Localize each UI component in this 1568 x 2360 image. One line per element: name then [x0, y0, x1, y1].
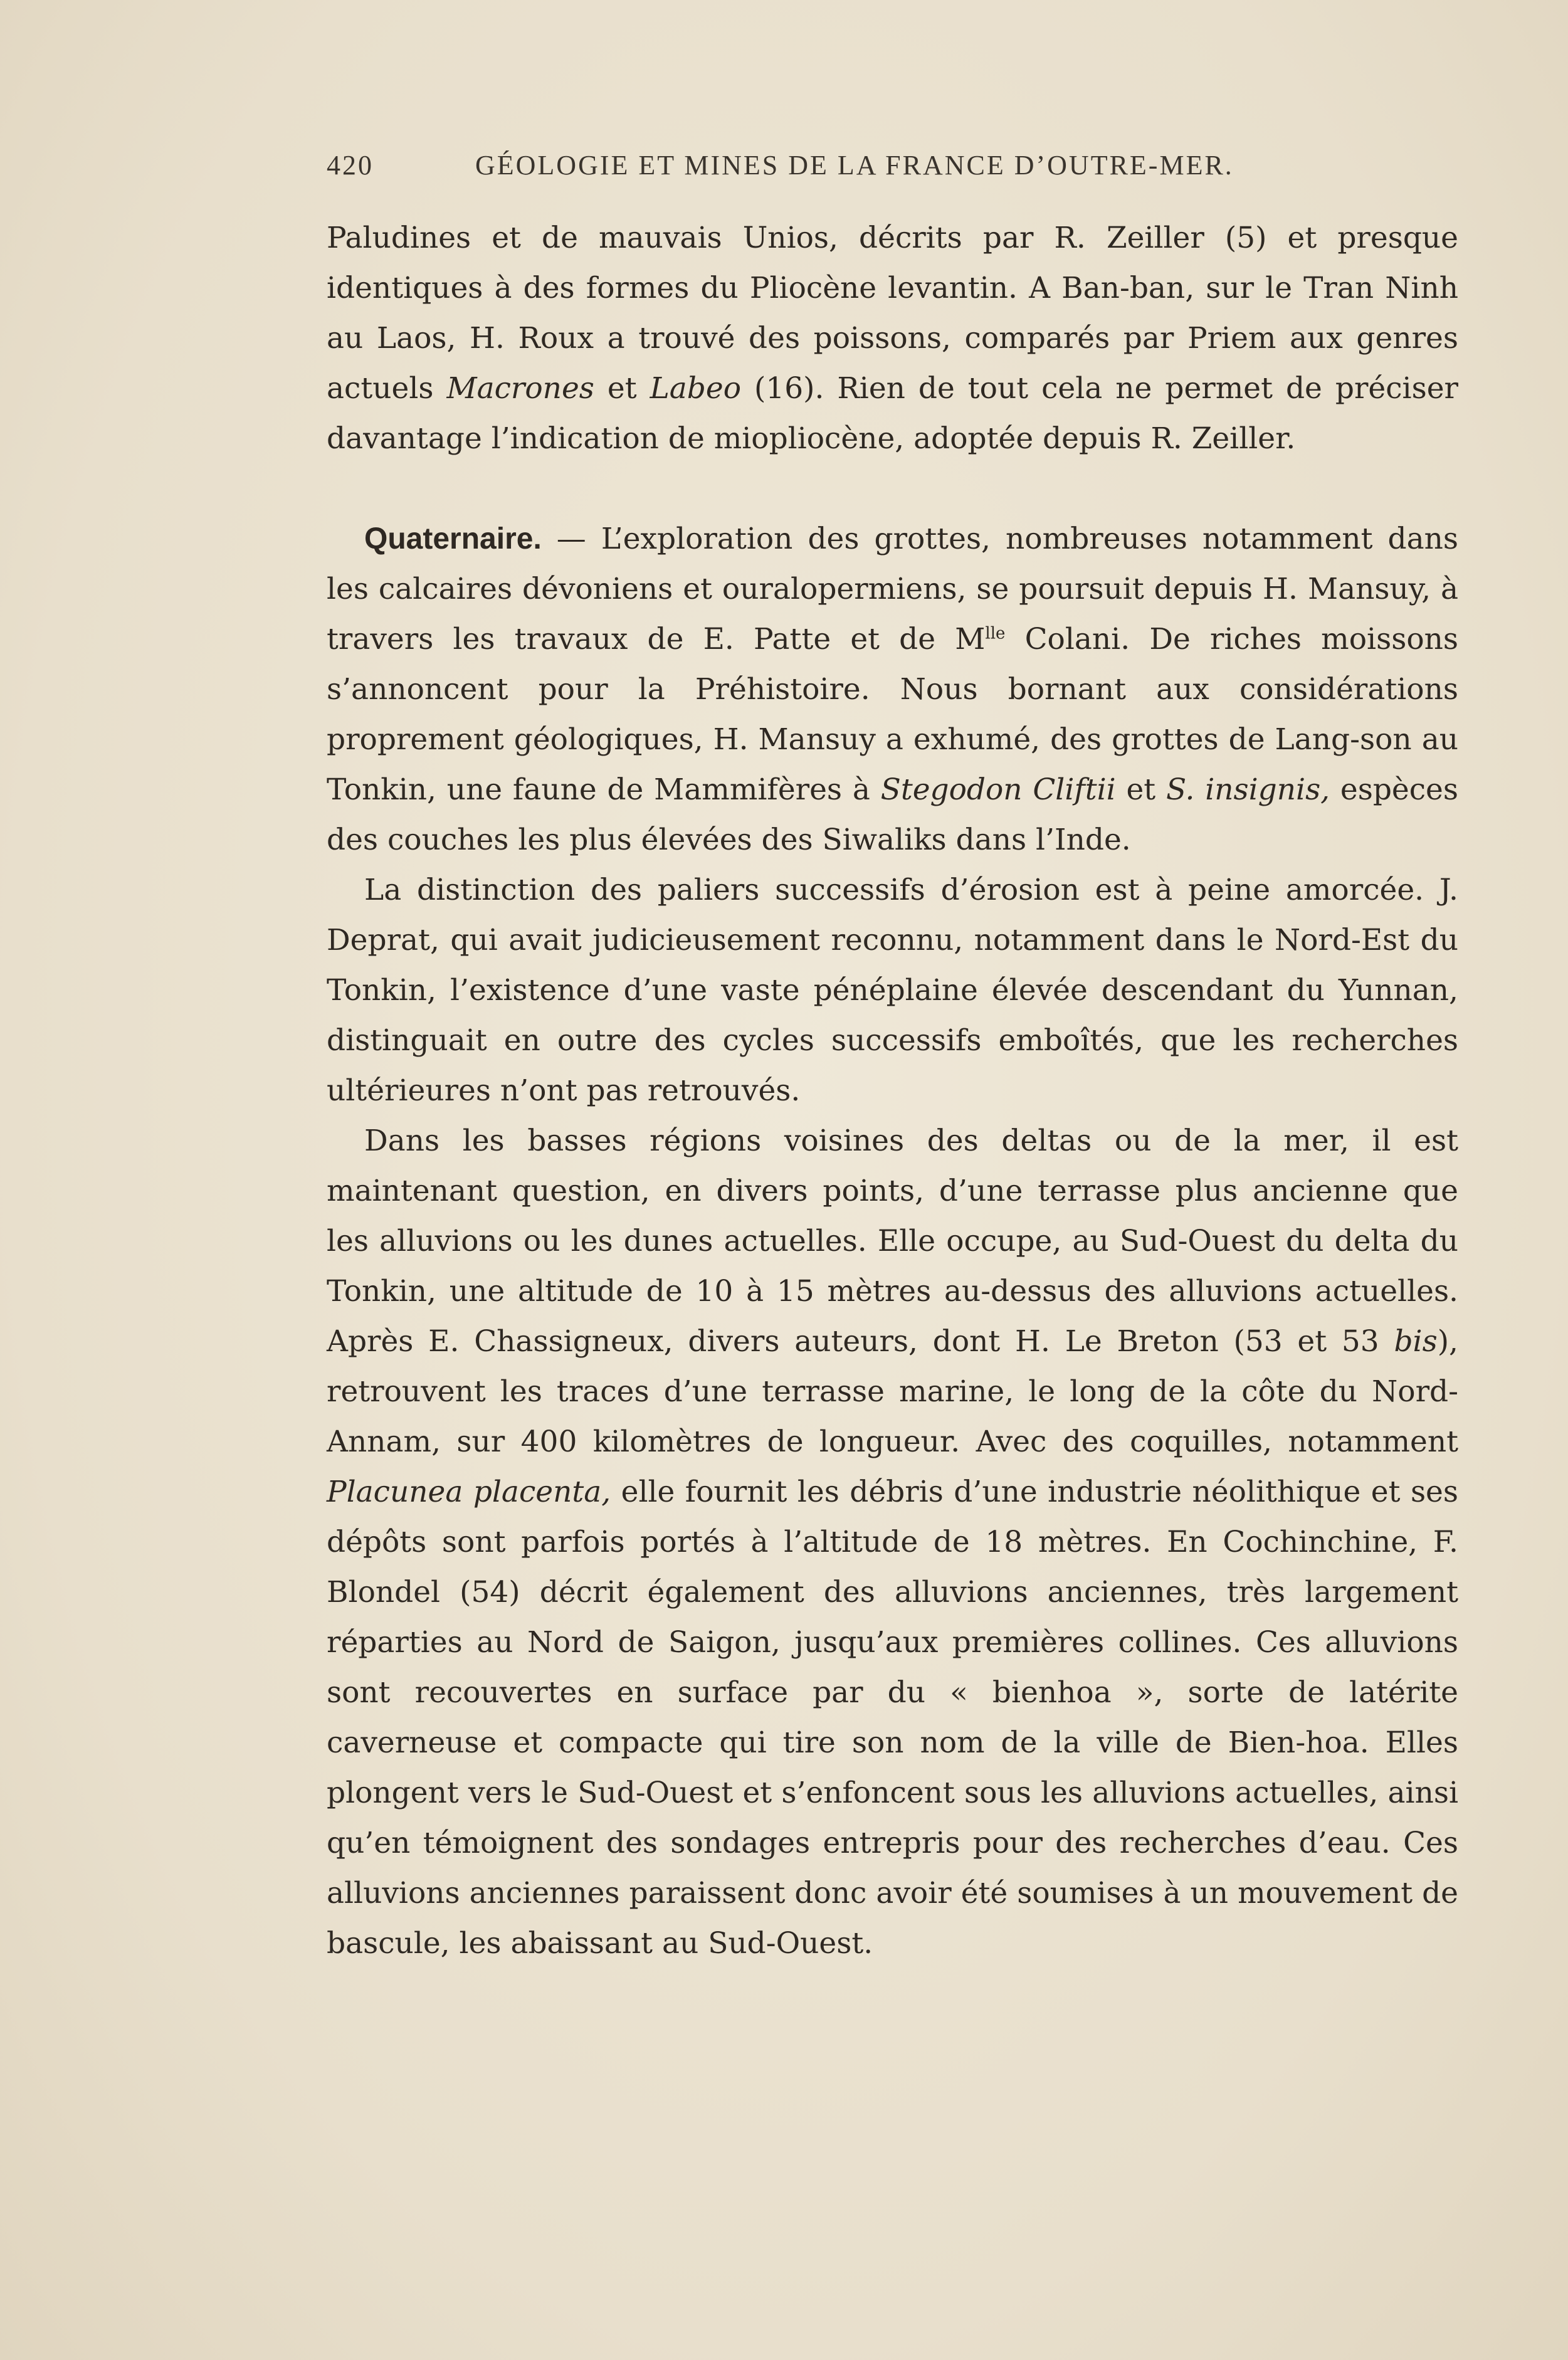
superscript: lle [985, 624, 1006, 643]
italic-term: Stegodon Cliftii [880, 772, 1116, 807]
text-run: et [1115, 772, 1166, 807]
text-run: (16). Rien de tout cela ne permet de préciser davantage l’indication de miopliocène, adoptée depuis R. Zeiller. [327, 371, 1458, 456]
section-spacer [327, 464, 1458, 514]
text-run: Dans les basses régions voisines des deltas ou de la mer, il est maintenant question, en divers points, d’une terrasse plus ancienne que les alluvions ou les dunes actuelles. Elle occupe, au Sud-Ouest du delta du Tonkin, une altitude de 10 à 15 mètres au-dessus des alluvions actuelles. Après E. Chassigneux, divers auteurs, dont H. Le Breton (53 et 53 [327, 1124, 1458, 1359]
paragraph-erosion: La distinction des paliers successifs d’érosion est à peine amorcée. J. Deprat, qui avait judicieusement reconnu, notamment dans le Nord-Est du Tonkin, l’existence d’une vaste pénéplaine élevée descendant du Yunnan, distinguait en outre des cycles successifs emboîtés, que les recherches ultérieures n’ont pas retrouvés. [327, 873, 1458, 1108]
paragraph-terrasse [327, 1116, 1458, 1969]
text-run: Colani. De riches moissons s’annoncent pour la Préhistoire. Nous bornant aux considérations proprement géologiques, H. Mansuy a exhumé, des grottes de Lang-son au Tonkin, une faune de Mammifères à [327, 622, 1458, 807]
paragraph-quaternaire [327, 514, 1458, 865]
italic-term: S. insignis, [1165, 772, 1330, 807]
text-run: elle fournit les débris d’une industrie néolithique et ses dépôts sont parfois portés à l’altitude de 18 mètres. En Cochinchine, F. Blondel (54) décrit également des alluvions anciennes, très largement réparties au Nord de Saigon, jusqu’aux premières collines. Ces alluvions sont recouvertes en surface par du « bienhoa », sorte de latérite caverneuse et compacte qui tire son nom de la ville de Bien-hoa. Elles plongent vers le Sud-Ouest et s’enfoncent sous les alluvions actuelles, ainsi qu’en témoignent des sondages entrepris pour des recherches d’eau. Ces alluvions anciennes paraissent donc avoir été soumises à un mouvement de bascule, les abaissant au Sud-Ouest. [327, 1475, 1458, 1961]
section-heading: Quaternaire. [364, 522, 542, 556]
running-title: GÉOLOGIE ET MINES DE LA FRANCE D’OUTRE-MER. [475, 150, 1234, 181]
page-number: 420 [327, 150, 374, 181]
text-run: ), retrouvent les traces d’une terrasse marine, le long de la côte du Nord-Annam, sur 400 kilomètres de longueur. Avec des coquilles, notamment [327, 1324, 1458, 1459]
text-run: Paludines et de mauvais Unios, décrits par R. Zeiller (5) et presque identiques à des formes du Pliocène levantin. A Ban-ban, sur le Tran Ninh au Laos, H. Roux a trouvé des poissons, comparés par Priem aux genres actuels [327, 221, 1458, 406]
paragraph-paludines [327, 213, 1458, 464]
italic-term: Labeo [650, 371, 742, 406]
text-run: — L’exploration des grottes, nombreuses notamment dans les calcaires dévoniens et ouralopermiens, se poursuit depuis H. Mansuy, à travers les travaux de E. Patte et de M [327, 522, 1458, 656]
text-run: et [594, 371, 650, 406]
text-run: espèces des couches les plus élevées des Siwaliks dans l’Inde. [327, 772, 1458, 857]
page-header [327, 149, 1298, 187]
body-text [327, 213, 1458, 1969]
italic-term: Macrones [446, 371, 594, 406]
italic-term: bis [1394, 1324, 1438, 1359]
italic-term: Placunea placenta, [327, 1475, 611, 1509]
